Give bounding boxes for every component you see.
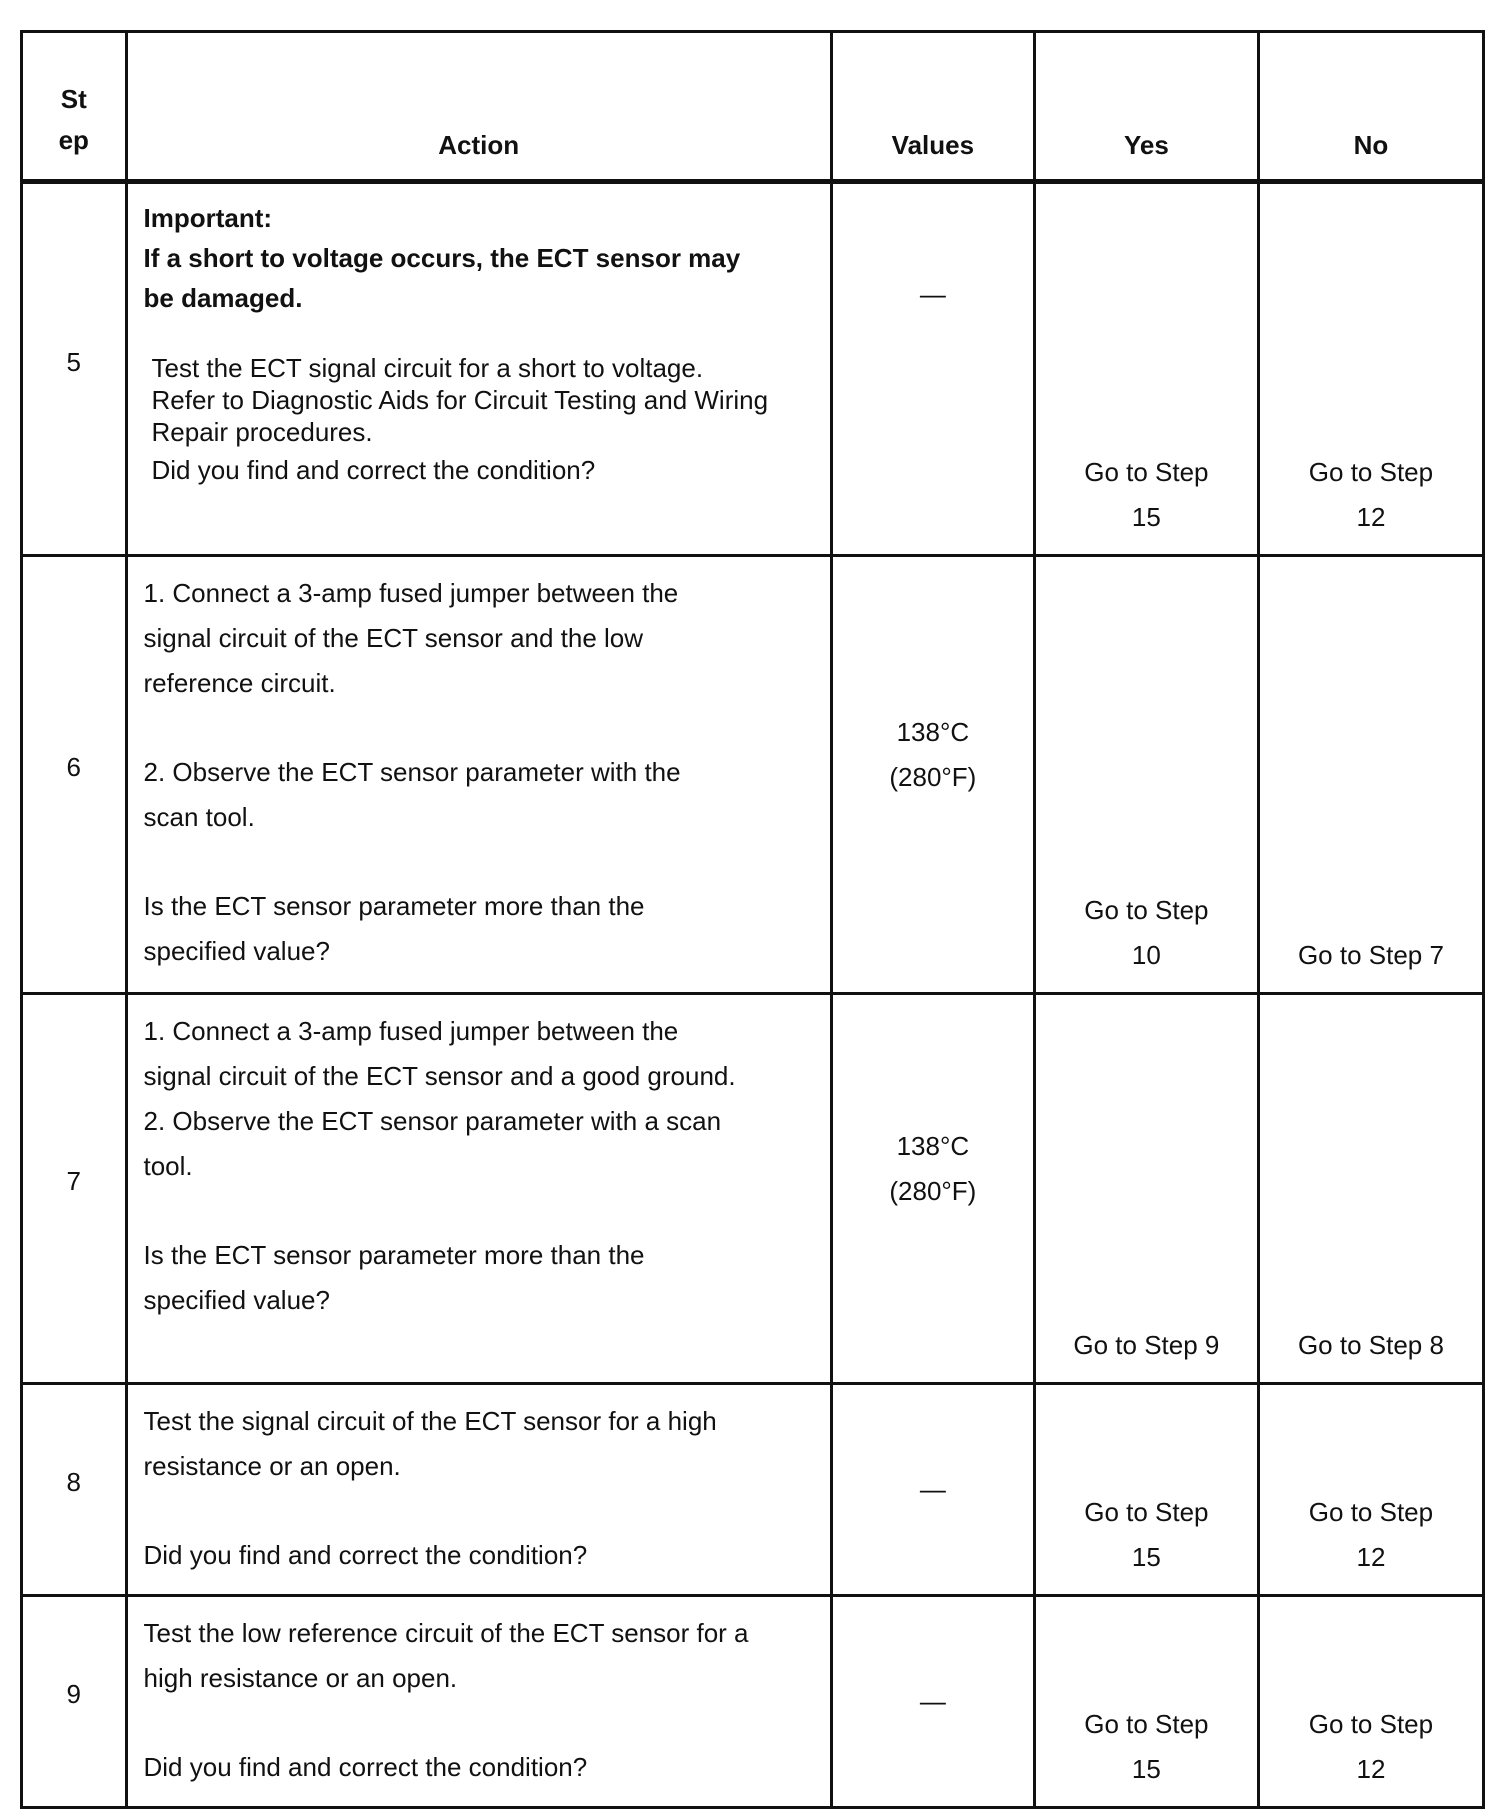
no-link[interactable]: Go to Step 12 xyxy=(1308,457,1434,532)
action-item: 1. Connect a 3-amp fused jumper between the signal circuit of the ECT sensor and a good ground. xyxy=(143,1016,736,1091)
action-line: Test the ECT signal circuit for a short to voltage. xyxy=(151,353,704,383)
yes-link[interactable]: Go to Step 10 xyxy=(1084,895,1209,970)
value-cell xyxy=(831,556,1034,994)
no-link[interactable]: Go to Step 12 xyxy=(1308,1709,1434,1784)
value-cell: — xyxy=(831,1384,1034,1596)
yes-cell xyxy=(1034,556,1258,994)
value-fahrenheit: (280°F) xyxy=(889,1175,977,1206)
action-question: Did you find and correct the condition? xyxy=(143,1540,588,1570)
table-row xyxy=(22,1596,1484,1808)
step-number: 5 xyxy=(22,182,127,556)
diagnostic-table xyxy=(20,30,1485,1809)
important-label: Important: xyxy=(143,203,273,233)
step-number: 7 xyxy=(22,994,127,1384)
value-cell: — xyxy=(831,1596,1034,1808)
action-line: Test the low reference circuit of the ECT sensor for a high resistance or an open. xyxy=(143,1618,749,1693)
no-cell xyxy=(1258,556,1483,994)
action-item: 1. Connect a 3-amp fused jumper between the signal circuit of the ECT sensor and the low reference circuit. xyxy=(143,578,679,698)
value-celsius: 138°C xyxy=(896,1130,970,1161)
yes-link[interactable]: Go to Step 15 xyxy=(1084,1709,1209,1784)
important-text: If a short to voltage occurs, the ECT sensor may be damaged. xyxy=(143,243,741,313)
no-link[interactable]: Go to Step 7 xyxy=(1297,940,1444,970)
yes-cell xyxy=(1034,1384,1258,1596)
action-cell xyxy=(126,556,831,994)
action-question: Is the ECT sensor parameter more than the specified value? xyxy=(143,1240,645,1315)
header-no: No xyxy=(1258,32,1483,182)
yes-cell xyxy=(1034,1596,1258,1808)
action-question: Is the ECT sensor parameter more than the specified value? xyxy=(143,891,645,966)
header-values: Values xyxy=(831,32,1034,182)
no-cell xyxy=(1258,994,1483,1384)
action-question: Did you find and correct the condition? xyxy=(143,1752,588,1782)
value-celsius: 138°C xyxy=(896,716,970,747)
no-cell xyxy=(1258,182,1483,556)
no-cell xyxy=(1258,1384,1483,1596)
value-cell xyxy=(831,994,1034,1384)
value-fahrenheit: (280°F) xyxy=(889,761,977,792)
action-cell xyxy=(126,182,831,556)
yes-link[interactable]: Go to Step 15 xyxy=(1084,457,1209,532)
step-number: 8 xyxy=(22,1384,127,1596)
value-cell: — xyxy=(831,182,1034,556)
yes-link[interactable]: Go to Step 9 xyxy=(1073,1330,1220,1360)
header-row xyxy=(22,32,1484,182)
action-cell xyxy=(126,994,831,1384)
yes-cell xyxy=(1034,994,1258,1384)
action-line: Test the signal circuit of the ECT sensor for a high resistance or an open. xyxy=(143,1406,717,1481)
action-line: Refer to Diagnostic Aids for Circuit Testing and Wiring Repair procedures. xyxy=(151,385,769,447)
no-cell xyxy=(1258,1596,1483,1808)
header-yes: Yes xyxy=(1034,32,1258,182)
table-row xyxy=(22,1384,1484,1596)
yes-cell xyxy=(1034,182,1258,556)
yes-link[interactable]: Go to Step 15 xyxy=(1084,1497,1209,1572)
action-cell xyxy=(126,1596,831,1808)
table-row xyxy=(22,182,1484,556)
action-cell xyxy=(126,1384,831,1596)
header-step: St ep xyxy=(22,32,127,182)
no-link[interactable]: Go to Step 12 xyxy=(1308,1497,1434,1572)
no-link[interactable]: Go to Step 8 xyxy=(1297,1330,1444,1360)
table-row xyxy=(22,994,1484,1384)
action-item: 2. Observe the ECT sensor parameter with a scan tool. xyxy=(143,1106,722,1181)
header-action: Action xyxy=(126,32,831,182)
step-number: 6 xyxy=(22,556,127,994)
step-number: 9 xyxy=(22,1596,127,1808)
table-row xyxy=(22,556,1484,994)
action-item: 2. Observe the ECT sensor parameter with the scan tool. xyxy=(143,757,681,832)
action-question: Did you find and correct the condition? xyxy=(151,455,596,485)
